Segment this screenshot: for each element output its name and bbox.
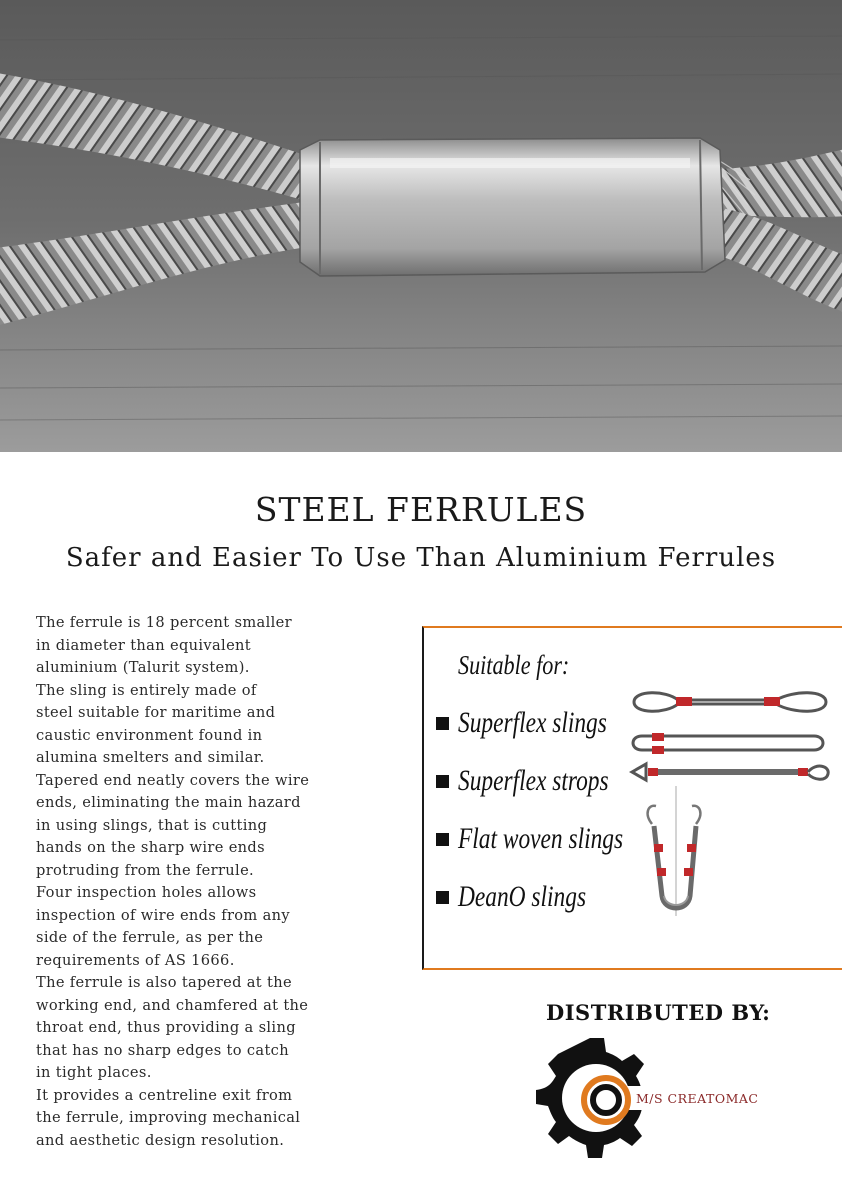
sling-illustrations — [626, 686, 832, 926]
suitable-item-label: Superflex slings — [458, 706, 607, 739]
suitable-item — [436, 764, 651, 798]
page-title: STEEL FERRULES — [254, 490, 588, 529]
suitable-item-label: DeanO slings — [458, 880, 587, 913]
description-line: inspection of wire ends from any — [36, 906, 290, 924]
description-line: and aesthetic design resolution. — [36, 1131, 285, 1149]
suitable-item — [436, 880, 622, 914]
description-line: that has no sharp edges to catch — [36, 1041, 289, 1059]
suitable-item-label: Superflex strops — [458, 764, 609, 797]
description-line: aluminium (Talurit system). — [36, 659, 250, 676]
square-bullet-icon — [436, 891, 449, 904]
superflex-sling-icon — [634, 693, 826, 712]
description-line: the ferrule, improving mechanical — [36, 1109, 301, 1126]
header-photo — [0, 0, 842, 452]
superflex-strop-icon — [633, 733, 823, 754]
deano-sling-icon — [648, 786, 701, 916]
description-text — [36, 612, 396, 1152]
description-line: hands on the sharp wire ends — [36, 839, 265, 856]
description-line: working end, and chamfered at the — [36, 996, 309, 1014]
description-line: throat end, thus providing a sling — [36, 1019, 296, 1036]
description-line: side of the ferrule, as per the — [36, 929, 264, 946]
description-line: Tapered end neatly covers the wire — [36, 771, 310, 789]
description-line: Four inspection holes allows — [36, 884, 257, 901]
company-name: M/S CREATOMAC — [636, 1091, 759, 1106]
description-line: in diameter than equivalent — [36, 636, 252, 654]
suitable-item — [436, 706, 649, 740]
description-line: ends, eliminating the main hazard — [36, 794, 301, 811]
description-line: in tight places. — [36, 1064, 152, 1081]
description-line: The ferrule is also tapered at the — [36, 974, 292, 991]
description-line: It provides a centreline exit from — [36, 1086, 293, 1104]
distributed-by-label: DISTRIBUTED BY: — [546, 1000, 771, 1025]
description-line: in using slings, that is cutting — [36, 816, 268, 834]
description-line: steel suitable for maritime and — [36, 704, 276, 721]
description-line: The ferrule is 18 percent smaller — [36, 614, 292, 631]
square-bullet-icon — [436, 833, 449, 846]
wire-rope-ferrule-illustration — [0, 0, 842, 452]
description-line: requirements of AS 1666. — [36, 951, 235, 969]
description-line: caustic environment found in — [36, 726, 263, 744]
description-line: The sling is entirely made of — [36, 681, 257, 699]
suitable-heading: Suitable for: — [458, 650, 570, 680]
page-subtitle: Safer and Easier To Use Than Aluminium Ferrules — [65, 543, 777, 573]
square-bullet-icon — [436, 775, 449, 788]
suitable-item-label: Flat woven slings — [458, 822, 624, 855]
square-bullet-icon — [436, 717, 449, 730]
flat-woven-sling-icon — [632, 764, 828, 780]
description-line: alumina smelters and similar. — [36, 749, 265, 766]
description-line: protruding from the ferrule. — [36, 861, 255, 879]
